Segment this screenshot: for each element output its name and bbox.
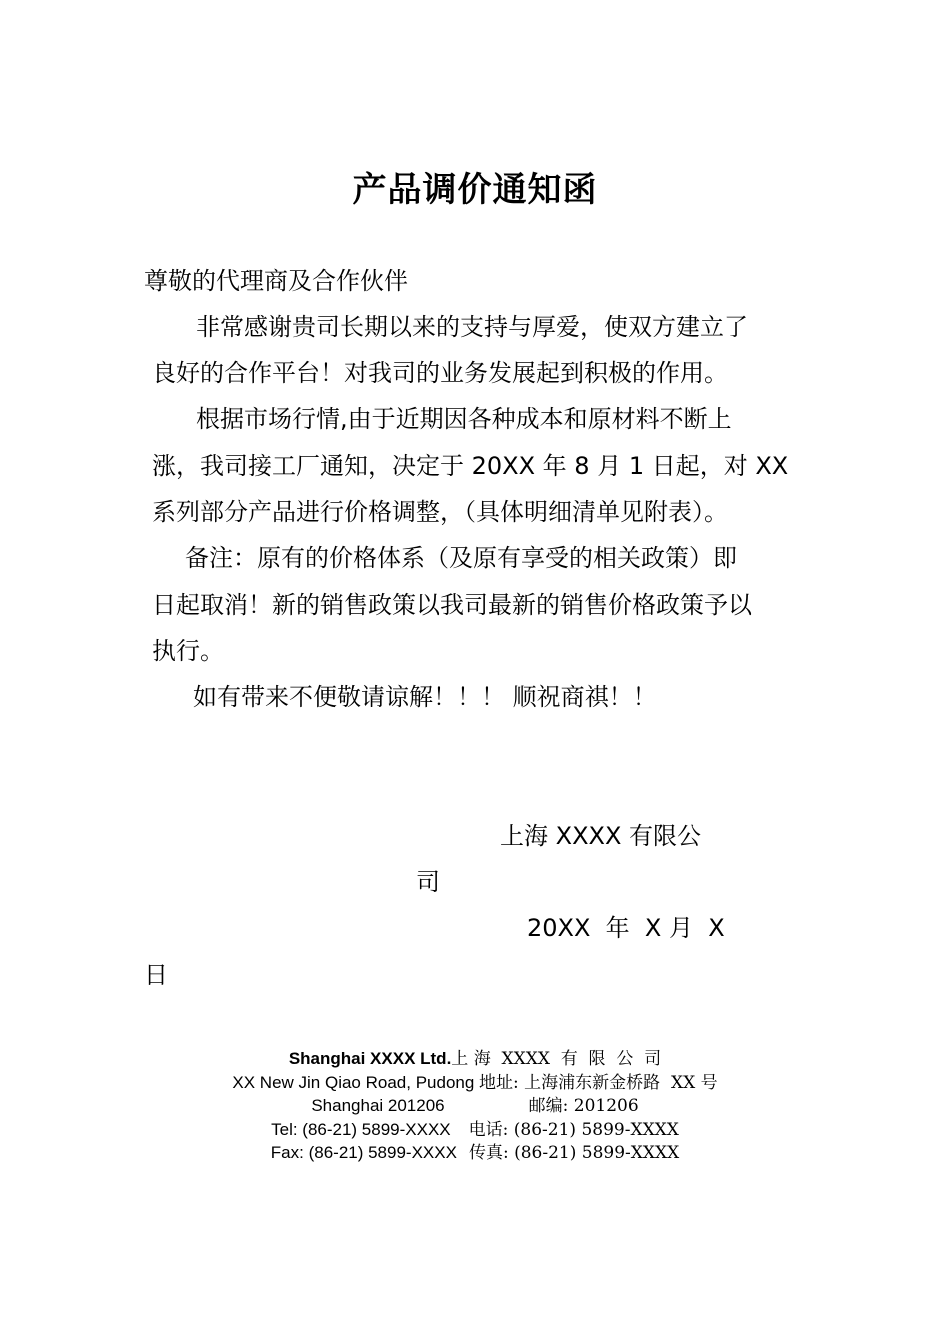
paragraph-1-line-1: 非常感谢贵司长期以来的支持与厚爱，使双方建立了 <box>196 313 748 341</box>
document-title: 产品调价通知函 <box>352 170 598 210</box>
signature-date-line-1: 20XX 年 X 月 X <box>527 914 725 942</box>
footer-fax-en: Fax: (86-21) 5899-XXXX <box>270 1143 457 1162</box>
signature-date-line-2: 日 <box>144 961 168 989</box>
paragraph-3-line-2: 日起取消！新的销售政策以我司最新的销售价格政策予以 <box>152 591 752 619</box>
footer-address-cn: 地址: 上海浦东新金桥路 XX 号 <box>479 1073 718 1093</box>
footer-fax <box>0 1141 950 1165</box>
paragraph-2-line-1: 根据市场行情,由于近期因各种成本和原材料不断上 <box>196 405 732 433</box>
footer-city <box>0 1094 950 1118</box>
footer-address-en: XX New Jin Qiao Road, Pudong <box>232 1073 475 1092</box>
footer-city-en: Shanghai 201206 <box>311 1096 445 1115</box>
footer-company-cn: 上 海 XXXX 有 限 公 司 <box>451 1049 662 1069</box>
salutation: 尊敬的代理商及合作伙伴 <box>144 267 408 295</box>
footer-postcode-cn: 邮编: 201206 <box>528 1096 639 1116</box>
signature-company-line-2: 司 <box>416 868 440 896</box>
paragraph-3-line-3: 执行。 <box>152 637 224 665</box>
signature-company-line-1: 上海 XXXX 有限公 <box>500 822 702 850</box>
footer-address <box>0 1071 950 1095</box>
paragraph-2-line-2: 涨，我司接工厂通知，决定于 20XX 年 8 月 1 日起，对 XX <box>152 452 789 480</box>
footer-company <box>0 1047 950 1071</box>
footer-tel-en: Tel: (86-21) 5899-XXXX <box>271 1120 451 1139</box>
footer-fax-cn: 传真: (86-21) 5899-XXXX <box>468 1143 680 1163</box>
paragraph-2-line-3: 系列部分产品进行价格调整，（具体明细清单见附表）。 <box>152 498 728 526</box>
footer-company-en: Shanghai XXXX Ltd. <box>288 1049 452 1068</box>
paragraph-1-line-2: 良好的合作平台！对我司的业务发展起到积极的作用。 <box>152 359 728 387</box>
paragraph-3-line-1: 备注：原有的价格体系（及原有享受的相关政策）即 <box>185 544 737 572</box>
footer-tel-cn: 电话: (86-21) 5899-XXXX <box>468 1120 679 1140</box>
footer-tel <box>0 1118 950 1142</box>
closing-line: 如有带来不便敬请谅解！！！ 顺祝商祺！！ <box>193 683 657 711</box>
